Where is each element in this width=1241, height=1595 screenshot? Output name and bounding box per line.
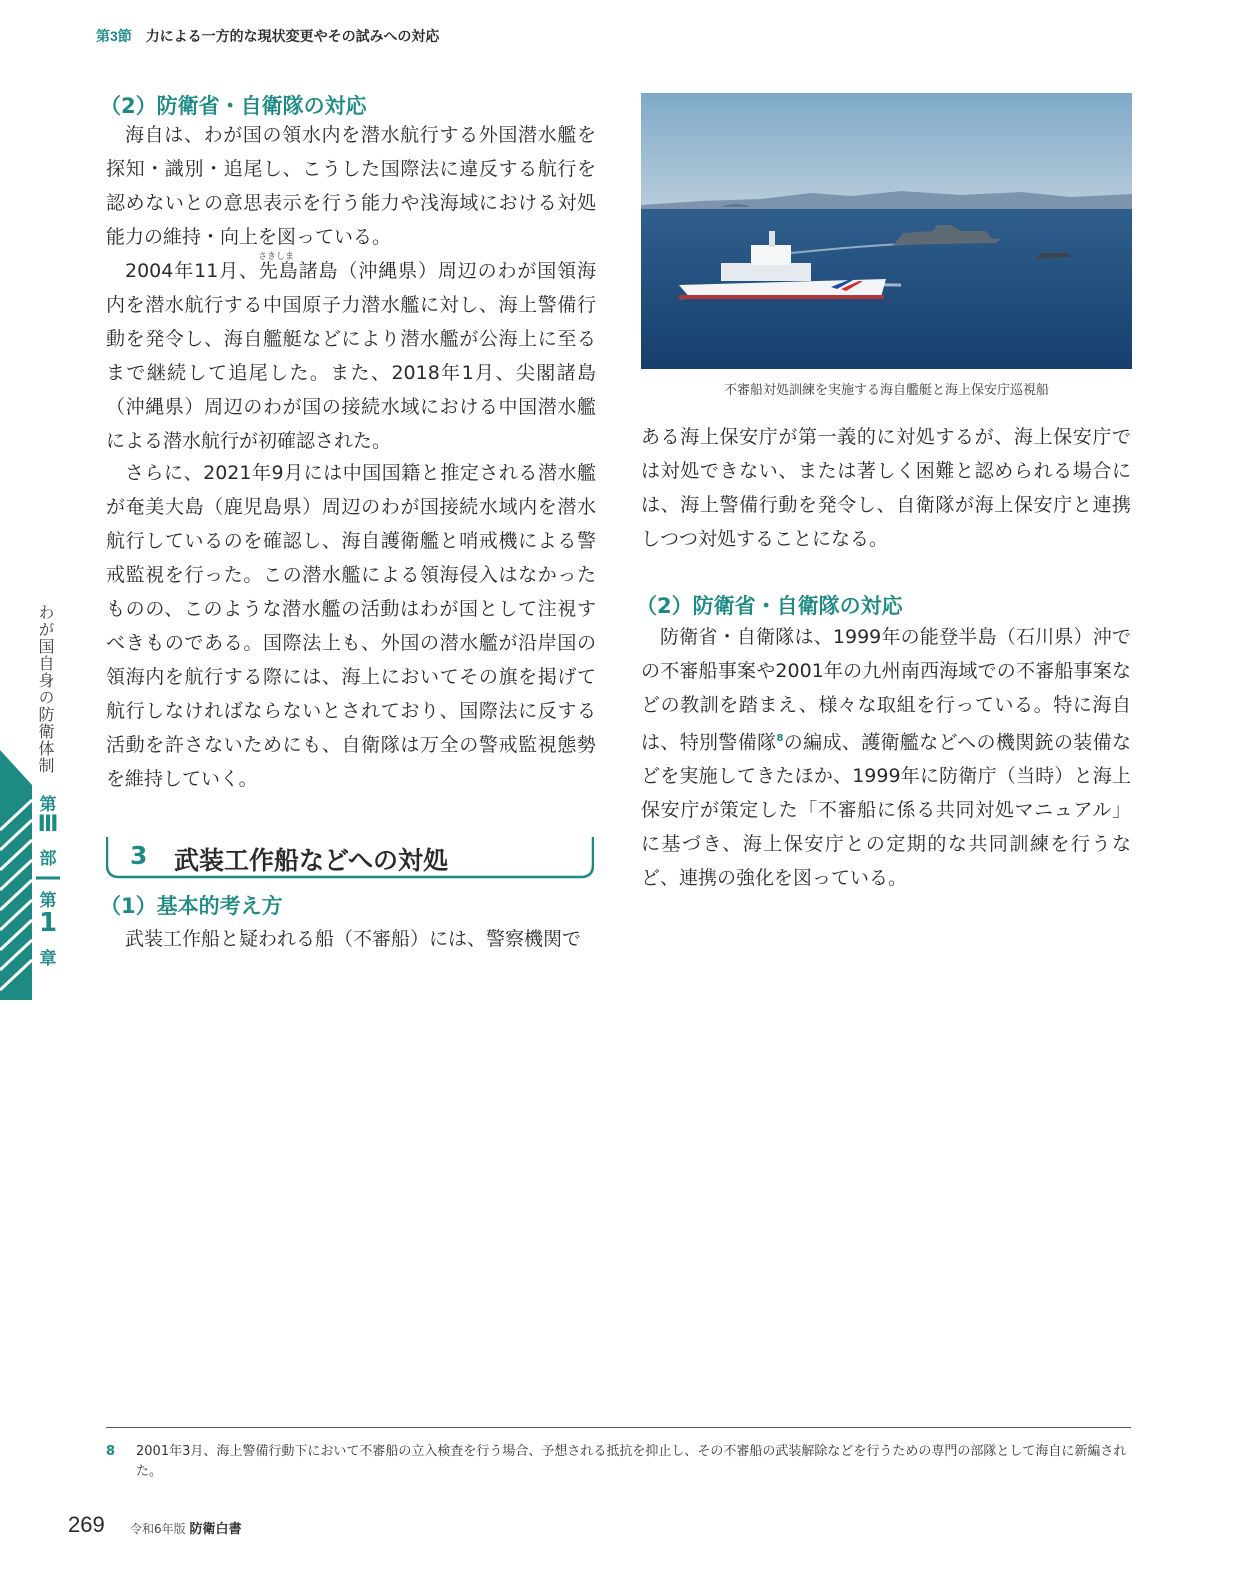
chapter-label-3: 章 [39, 949, 57, 969]
footnote-divider [106, 1427, 1131, 1428]
sea-photo-illustration [641, 93, 1132, 369]
chapter-numeral: 1 [38, 908, 58, 938]
left-paragraph-4: 武装工作船と疑われる船（不審船）には、警察機関で [125, 928, 582, 950]
publication [130, 1518, 241, 1537]
chapter-label-1: 第 [39, 891, 57, 911]
part-title-vertical: わが国自身の防衛体制 [36, 604, 55, 774]
footnote-text: 2001年3月、海上警備行動下において不審船の立入検査を行う場合、予想される抵抗を抑止し、その不審船の武装解除などを行うための専門の部隊として海自に新編された。 [136, 1444, 1127, 1479]
section-title: 力による一方的な現状変更やその試みへの対応 [145, 28, 440, 44]
photo-caption: 不審船対処訓練を実施する海自艦艇と海上保安庁巡視船 [723, 383, 1049, 398]
section-heading: 武装工作船などへの対処 [174, 846, 449, 875]
section-number: 3 [130, 841, 148, 870]
part-label-3: 部 [39, 849, 57, 869]
running-header [96, 26, 439, 46]
publication-title: 防衛白書 [189, 1522, 242, 1537]
heading-right-defense-response: （2）防衛省・自衛隊の対応 [636, 594, 903, 618]
ruby-text: さきしま [258, 252, 295, 262]
right-paragraph-2 [641, 620, 1131, 895]
footnote-reference[interactable]: 8 [776, 733, 784, 744]
page-number: 269 [68, 1512, 105, 1537]
heading-basic-concept: （1）基本的考え方 [100, 894, 283, 918]
left-paragraph-1: 海自は、わが国の領水内を潜水航行する外国潜水艦を探知・識別・追尾し、こうした国際法に違反する航行を認めないとの意思表示を行う能力や浅海域における対処能力の維持・向上を図っている。 [106, 124, 596, 248]
part-label-1: 第 [39, 795, 57, 815]
left-paragraph-2: 2004年11月、先島諸島（沖縄県）周辺のわが国領海内を潜水航行する中国原子力潜水艦に対し、海上警備行動を発令し、海自艦艇などにより潜水艦が公海上に至るまで継続して追尾した。また、2018年1月、尖閣諸島（沖縄県）周辺のわが国の接続水域における中国潜水艦による潜水航行が初確認された。 [106, 260, 596, 452]
right-paragraph-2b: の編成、護衛艦などへの機関銃の装備などを実施してきたほか、1999年に防衛庁（当時）と海上保安庁が策定した「不審船に係る共同対処マニュアル」に基づき、海上保安庁との定期的な共同訓練を行うなど、連携の強化を図っている。 [641, 731, 1131, 890]
section-label: 第3節 [96, 28, 132, 44]
section-box [106, 835, 594, 877]
left-paragraph-3: さらに、2021年9月には中国国籍と推定される潜水艦が奄美大島（鹿児島県）周辺のわが国接続水域内を潜水航行しているのを確認し、海自護衛艦と哨戒機による警戒監視を行った。この潜水艦による領海侵入はなかったものの、このような潜水艦の活動はわが国として注視すべきものである。国際法上も、外国の潜水艦が沿岸国の領海内を航行する際には、海上においてその旗を掲げて航行しなければならないとされており、国際法に反する活動を許さないためにも、自衛隊は万全の警戒監視態勢を維持していく。 [106, 462, 596, 790]
publication-edition: 令和6年版 [130, 1522, 186, 1536]
part-numeral: Ⅲ [37, 812, 59, 837]
right-paragraph-1: ある海上保安庁が第一義的に対処するが、海上保安庁では対処できない、または著しく困難と認められる場合には、海上警備行動を発令し、自衛隊が海上保安庁と連携しつつ対処することになる。 [641, 426, 1131, 550]
footnote-number: 8 [106, 1444, 116, 1459]
photo-ships [641, 93, 1132, 369]
right-paragraph-2a: 防衛省・自衛隊は、1999年の能登半島（石川県）沖での不審船事案や2001年の九州南西海域での不審船事案などの教訓を踏まえ、様々な取組を行っている。特に海自は、特別警備隊 [641, 626, 1131, 754]
heading-defense-response: （2）防衛省・自衛隊の対応 [100, 94, 367, 118]
